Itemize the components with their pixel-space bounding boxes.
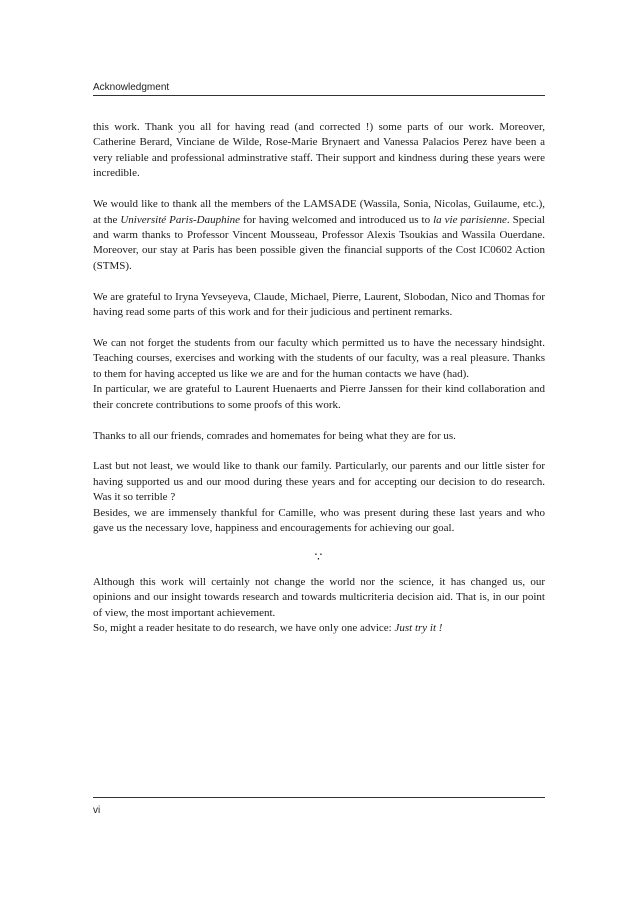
- paragraph-collaboration: In particular, we are grateful to Laurent Huenaerts and Pierre Janssen for their kind collaboration and their concrete contributions to some proofs of this work.: [93, 383, 545, 411]
- page-body: [93, 120, 545, 637]
- lamsade-text-2: for having welcomed and introduced us to: [240, 213, 434, 226]
- header-rule: [93, 95, 545, 96]
- advice-emphasis: Just try it !: [394, 622, 443, 635]
- paragraph-camille: Besides, we are immensely thankful for Camille, who was present during these last years and who gave us the necessary love, happiness and encouragements for achieving our goal.: [93, 506, 545, 535]
- paragraph-advice: [93, 621, 545, 636]
- paragraph-lamsade: [93, 197, 545, 274]
- lamsade-text-3: . Special and warm thanks to Professor Vincent Mousseau, Professor Alexis Tsoukias and Wassila Ouerdane. Moreover, our stay at Paris has been possible given the financial supports of the Cost IC0602 Action (STMS).: [93, 213, 545, 272]
- paragraph-friends: Thanks to all our friends, comrades and homemates for being what they are for us.: [93, 429, 456, 442]
- page-number: vi: [93, 805, 101, 816]
- advice-text: So, might a reader hesitate to do research, we have only one advice:: [93, 622, 395, 635]
- vie-parisienne: la vie parisienne: [433, 213, 507, 226]
- footer-rule: [93, 797, 545, 798]
- paragraph-reviewers: We are grateful to Iryna Yevseyeva, Claude, Michael, Pierre, Laurent, Slobodan, Nico and Thomas for having read some parts of this work and for their judicious and pertinent remarks.: [93, 290, 545, 319]
- because-symbol: ∵: [314, 549, 324, 564]
- lamsade-text-1: We would like to thank all the members of the LAMSADE (Wassila, Sonia, Nicolas, Guilaume, etc.), at the: [93, 198, 545, 226]
- paragraph-conclusion: Although this work will certainly not change the world nor the science, it has changed us, our opinions and our insight towards research and towards multicriteria decision aid. That is, in our point of view, the most important achievement.: [93, 575, 545, 619]
- running-header: Acknowledgment: [93, 82, 170, 93]
- paragraph-students: We can not forget the students from our faculty which permitted us to have the necessary hindsight. Teaching courses, exercises and working with the students of our faculty, was a real pleasure. Thanks to them for having accepted us like we are and for the human contacts we have (had).: [93, 336, 545, 380]
- paragraph-family: Last but not least, we would like to thank our family. Particularly, our parents and our little sister for having supported us and our mood during these years and for accepting our decision to do research. Was it so terrible ?: [93, 460, 545, 504]
- university-name: Université Paris-Dauphine: [120, 213, 241, 226]
- paragraph-staff: this work. Thank you all for having read (and corrected !) some parts of our work. Moreover, Catherine Berard, Vinciane de Wilde, Rose-Marie Brynaert and Vanessa Palacios Perez have been a very reliable and professional adminstrative staff. Their support and kindness during these years were incredible.: [93, 121, 545, 180]
